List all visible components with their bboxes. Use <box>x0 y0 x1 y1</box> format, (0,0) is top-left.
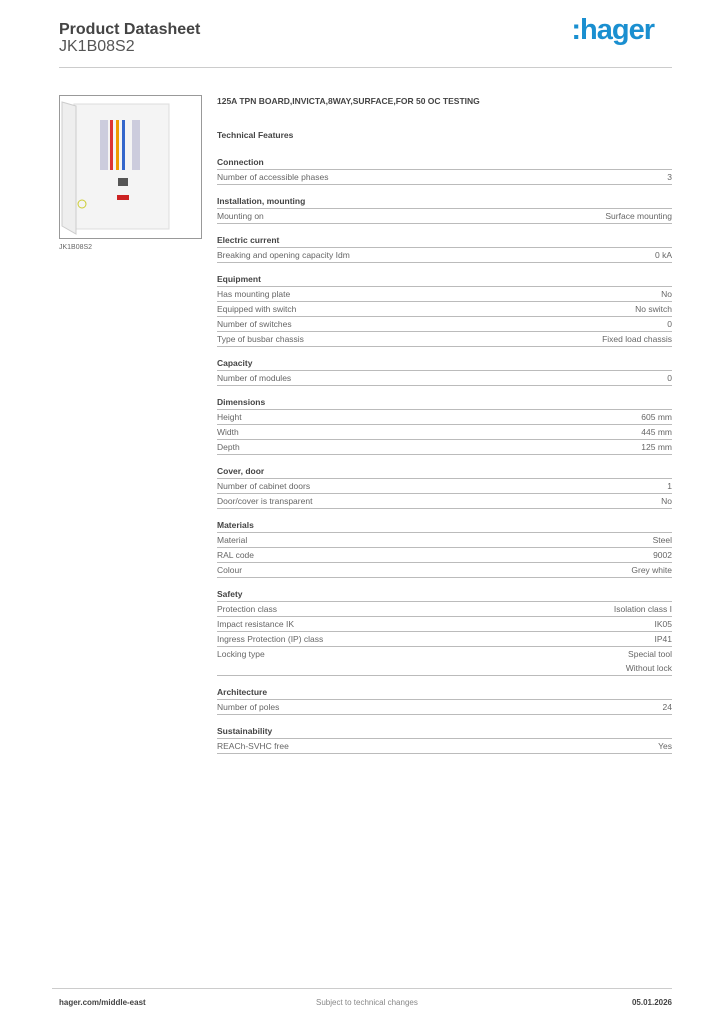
spec-value: 125 mm <box>641 442 672 452</box>
spec-row <box>217 170 672 185</box>
spec-row <box>217 647 672 676</box>
spec-row <box>217 248 672 263</box>
spec-row <box>217 317 672 332</box>
spec-section <box>217 272 672 347</box>
section-heading: Capacity <box>217 356 672 371</box>
section-heading: Connection <box>217 155 672 170</box>
technical-features-heading: Technical Features <box>217 130 294 140</box>
spec-value: 3 <box>667 172 672 182</box>
spec-label: Protection class <box>217 604 277 614</box>
spec-section <box>217 194 672 224</box>
spec-label: Has mounting plate <box>217 289 291 299</box>
spec-label: Number of poles <box>217 702 280 712</box>
spec-label: Equipped with switch <box>217 304 297 314</box>
datasheet-content <box>217 96 672 763</box>
spec-label: Material <box>217 535 248 545</box>
spec-value: Grey white <box>631 565 672 575</box>
product-code: JK1B08S2 <box>59 38 135 55</box>
spec-label: Type of busbar chassis <box>217 334 304 344</box>
spec-label: Impact resistance IK <box>217 619 295 629</box>
spec-value: 24 <box>662 702 672 712</box>
spec-value: No <box>661 289 672 299</box>
section-heading: Architecture <box>217 685 672 700</box>
spec-row <box>217 371 672 386</box>
spec-label: Width <box>217 427 239 437</box>
section-heading: Materials <box>217 518 672 533</box>
spec-value: Special tool Without lock <box>625 649 672 673</box>
section-heading: Electric current <box>217 233 672 248</box>
section-heading: Safety <box>217 587 672 602</box>
spec-label: Door/cover is transparent <box>217 496 313 506</box>
spec-label: Number of switches <box>217 319 292 329</box>
spec-value: Steel <box>652 535 672 545</box>
spec-row <box>217 332 672 347</box>
spec-row <box>217 209 672 224</box>
spec-value: 0 kA <box>654 250 672 260</box>
footer-note: Subject to technical changes <box>316 998 418 1007</box>
footer-divider <box>52 988 672 989</box>
section-heading: Dimensions <box>217 395 672 410</box>
spec-section <box>217 395 672 455</box>
spec-label: Number of cabinet doors <box>217 481 311 491</box>
spec-section <box>217 356 672 386</box>
hager-logo: :hager <box>571 14 654 46</box>
spec-value: IK05 <box>654 619 672 629</box>
product-description: 125A TPN BOARD,INVICTA,8WAY,SURFACE,FOR 50 OC TESTING <box>217 96 480 106</box>
spec-value: 1 <box>667 481 672 491</box>
spec-section <box>217 685 672 715</box>
footer-date: 05.01.2026 <box>631 998 672 1007</box>
spec-section <box>217 233 672 263</box>
product-image <box>59 95 202 239</box>
spec-section <box>217 724 672 754</box>
spec-value: Yes <box>658 741 672 751</box>
spec-label: Number of modules <box>217 373 292 383</box>
spec-row <box>217 548 672 563</box>
spec-row <box>217 302 672 317</box>
spec-row <box>217 700 672 715</box>
section-heading: Installation, mounting <box>217 194 672 209</box>
spec-label: Ingress Protection (IP) class <box>217 634 324 644</box>
spec-value: No switch <box>635 304 672 314</box>
spec-label: Depth <box>217 442 240 452</box>
spec-value: 605 mm <box>641 412 672 422</box>
spec-row <box>217 494 672 509</box>
spec-row <box>217 739 672 754</box>
spec-value: IP41 <box>654 634 672 644</box>
spec-value: 9002 <box>653 550 672 560</box>
spec-section <box>217 518 672 578</box>
page-title: Product Datasheet <box>59 21 201 38</box>
spec-label: Breaking and opening capacity Idm <box>217 250 350 260</box>
spec-section <box>217 587 672 676</box>
spec-label: Colour <box>217 565 243 575</box>
spec-label: REACh-SVHC free <box>217 741 289 751</box>
spec-row <box>217 479 672 494</box>
spec-row <box>217 602 672 617</box>
spec-value: Fixed load chassis <box>602 334 672 344</box>
spec-row <box>217 440 672 455</box>
section-heading: Equipment <box>217 272 672 287</box>
spec-row <box>217 563 672 578</box>
section-heading: Cover, door <box>217 464 672 479</box>
spec-section <box>217 464 672 509</box>
spec-value: 0 <box>667 319 672 329</box>
spec-row <box>217 632 672 647</box>
spec-value: Isolation class I <box>613 604 672 614</box>
spec-row <box>217 410 672 425</box>
spec-value: 0 <box>667 373 672 383</box>
spec-label: Locking type <box>217 649 265 659</box>
spec-label: Height <box>217 412 242 422</box>
spec-label: RAL code <box>217 550 255 560</box>
image-caption: JK1B08S2 <box>59 244 93 251</box>
spec-row <box>217 617 672 632</box>
spec-value: No <box>661 496 672 506</box>
spec-value: 445 mm <box>641 427 672 437</box>
spec-row <box>217 425 672 440</box>
header-divider <box>59 67 672 68</box>
spec-label: Number of accessible phases <box>217 172 329 182</box>
spec-row <box>217 533 672 548</box>
spec-label: Mounting on <box>217 211 264 221</box>
spec-section <box>217 155 672 185</box>
section-heading: Sustainability <box>217 724 672 739</box>
spec-row <box>217 287 672 302</box>
footer-url[interactable]: hager.com/middle-east <box>59 998 146 1007</box>
spec-value: Surface mounting <box>605 211 672 221</box>
